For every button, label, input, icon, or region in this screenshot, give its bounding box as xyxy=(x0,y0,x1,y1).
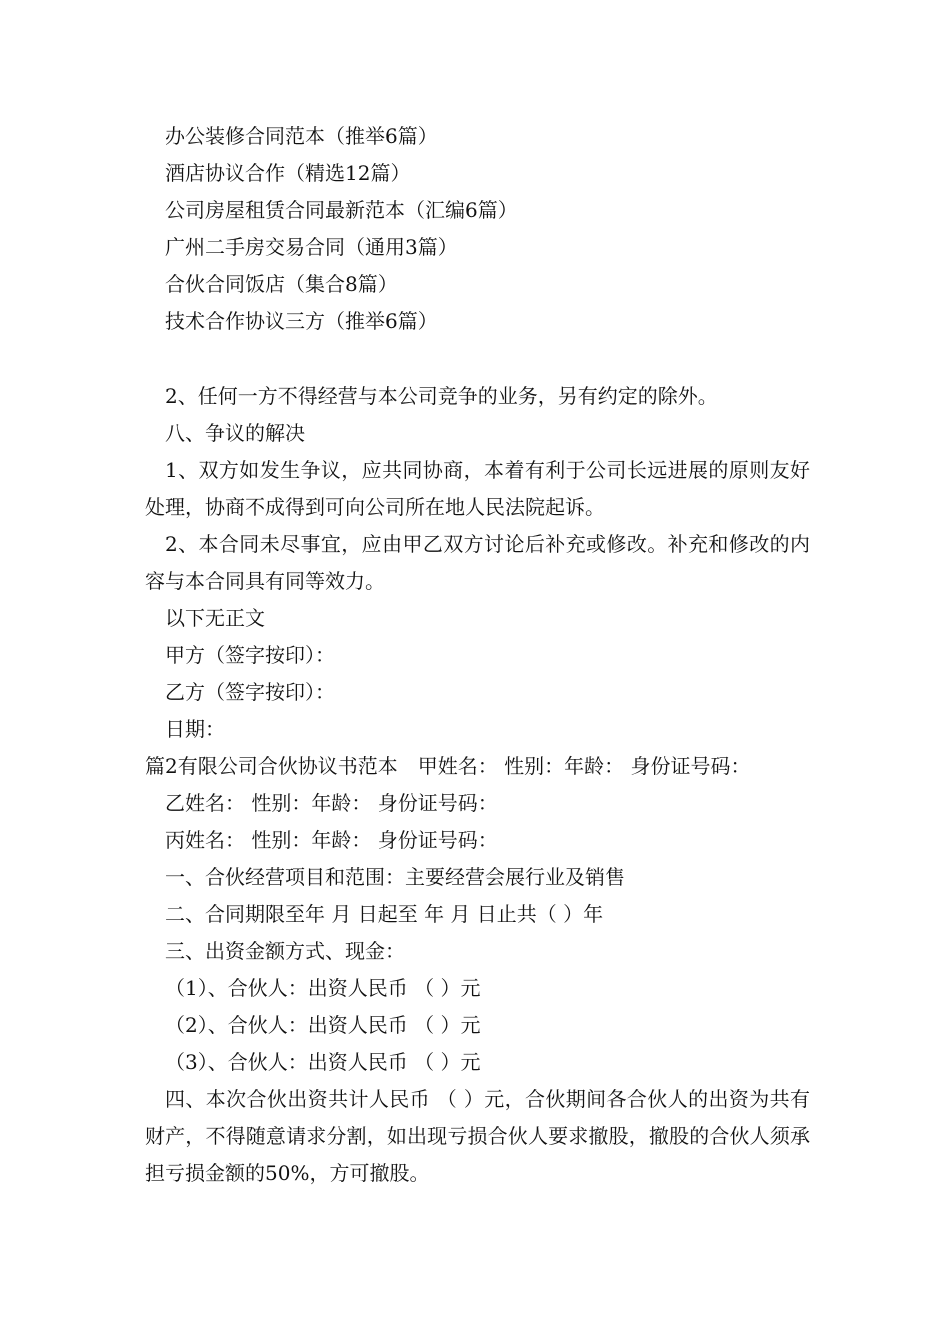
capital-item-3: （3）、合伙人：出资人民币 （ ）元 xyxy=(165,1050,481,1074)
party-b-signature: 乙方（签字按印）： xyxy=(165,680,335,704)
related-articles-list xyxy=(145,118,810,340)
related-article-link[interactable]: 技术合作协议三方（推举6篇） xyxy=(165,309,438,333)
related-article-link[interactable]: 合伙合同饭店（集合8篇） xyxy=(165,272,398,296)
party-a-signature: 甲方（签字按印）： xyxy=(165,643,335,667)
clause-dispute-1: 1、双方如发生争议，应共同协商，本着有利于公司长远进展的原则友好处理，协商不成得到可向公司所在地人民法院起诉。 xyxy=(145,458,810,519)
clause-total-capital: 四、本次合伙出资共计人民币 （ ）元，合伙期间各合伙人的出资为共有财产，不得随意请求分割，如出现亏损合伙人要求撤股，撤股的合伙人须承担亏损金额的50%，方可撤股。 xyxy=(145,1087,810,1185)
clause-term: 二、合同期限至年 月 日起至 年 月 日止共（ ）年 xyxy=(165,902,604,926)
related-article-link[interactable]: 酒店协议合作（精选12篇） xyxy=(165,161,411,185)
clause-non-compete: 2、任何一方不得经营与本公司竞争的业务，另有约定的除外。 xyxy=(165,384,718,408)
party-c-info: 丙姓名： 性别：年龄： 身份证号码： xyxy=(165,828,498,852)
related-article-link[interactable]: 办公装修合同范本（推举6篇） xyxy=(165,124,438,148)
section-gap xyxy=(145,340,810,378)
date-line: 日期： xyxy=(165,717,225,741)
party-b-info: 乙姓名： 性别：年龄： 身份证号码： xyxy=(165,791,498,815)
clause-dispute-2: 2、本合同未尽事宜，应由甲乙双方讨论后补充或修改。补充和修改的内容与本合同具有同等效力。 xyxy=(145,532,810,593)
clause-business-scope: 一、合伙经营项目和范围：主要经营会展行业及销售 xyxy=(165,865,625,889)
related-article-link[interactable]: 广州二手房交易合同（通用3篇） xyxy=(165,235,458,259)
capital-item-2: （2）、合伙人：出资人民币 （ ）元 xyxy=(165,1013,481,1037)
capital-item-1: （1）、合伙人：出资人民币 （ ）元 xyxy=(165,976,481,1000)
related-article-link[interactable]: 公司房屋租赁合同最新范本（汇编6篇） xyxy=(165,198,518,222)
clause-capital-method: 三、出资金额方式、现金： xyxy=(165,939,405,963)
document-page xyxy=(145,118,810,1192)
end-of-text-note: 以下无正文 xyxy=(165,606,265,630)
section-heading-dispute: 八、争议的解决 xyxy=(165,421,305,445)
article-2-title-party-a: 篇2有限公司合伙协议书范本 甲姓名： 性别：年龄： 身份证号码： xyxy=(145,754,751,778)
document-body xyxy=(145,378,810,1192)
